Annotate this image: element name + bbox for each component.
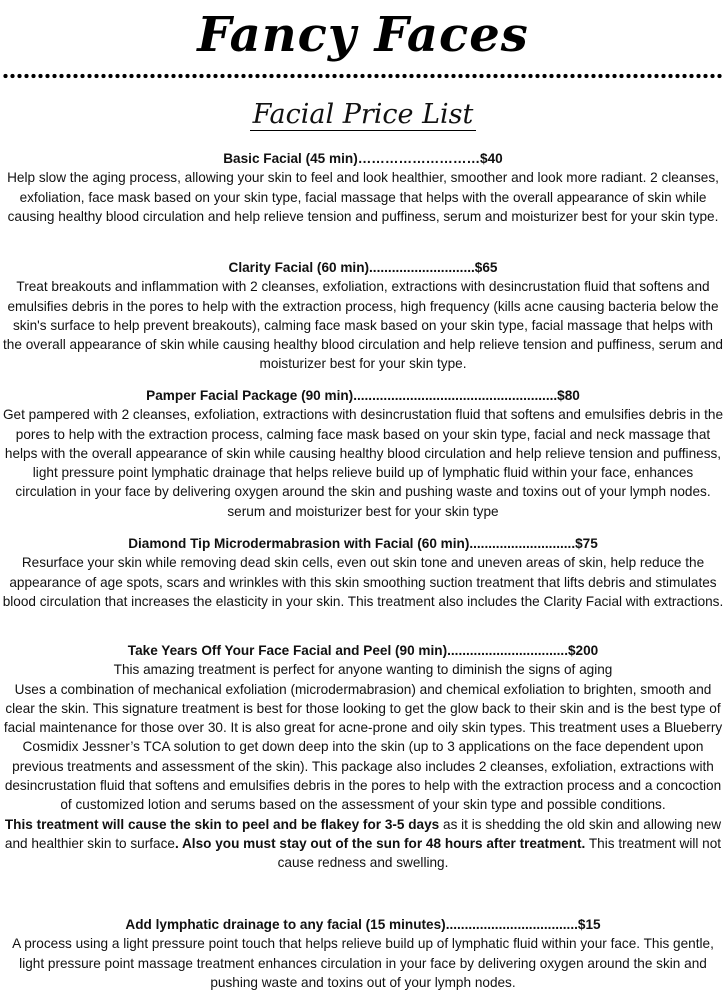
price-list-title: Facial Price List bbox=[250, 99, 477, 131]
service-heading: Diamond Tip Microdermabrasion with Facial (60 min)............................$75 bbox=[128, 536, 598, 551]
service-description: Help slow the aging process, allowing your skin to feel and look healthier, smoother and look more radiant. 2 cleanses, exfoliation, face mask based on your skin type, facial massage that helps with the overall appearance of skin while causing healthy blood circulation and help relieve tension and puffiness, serum and moisturizer best for your skin type. bbox=[7, 170, 719, 224]
service-take-years-off bbox=[2, 641, 724, 873]
service-diamond-tip bbox=[2, 534, 724, 611]
brand-title: Fancy Faces bbox=[197, 7, 529, 63]
warning-text-1: as it is shedding the old skin and allowing new and healthier skin to surface bbox=[4, 816, 722, 851]
service-warning bbox=[2, 815, 724, 873]
service-pamper-facial bbox=[2, 386, 724, 521]
dotted-divider bbox=[2, 73, 724, 79]
warning-text-2: This treatment will not cause redness and swelling. bbox=[277, 835, 722, 871]
service-heading: Take Years Off Your Face Facial and Peel (90 min)................................$200 bbox=[127, 643, 599, 658]
service-heading: Basic Facial (45 min)………………………$40 bbox=[223, 151, 503, 166]
service-basic-facial bbox=[2, 149, 724, 226]
service-heading: Clarity Facial (60 min)............................$65 bbox=[228, 260, 498, 275]
service-description: Get pampered with 2 cleanses, exfoliation, extractions with desincrustation fluid that softens and emulsifies debris in the pores to help with the extraction process, calming face mask based on your skin type, facial and neck massage that helps with the overall appearance of skin while causing healthy blood circulation and help relieve tension and puffiness, light pressure point lymphatic drainage that helps relieve build up of lymphatic fluid within your face, enhances circulation in your face by delivering oxygen around the skin and pushing waste and toxins out of your lymph nodes. serum and moisturizer best for your skin type bbox=[2, 407, 724, 519]
service-lymphatic-addon bbox=[2, 915, 724, 992]
service-clarity-facial bbox=[2, 258, 724, 374]
service-intro: This amazing treatment is perfect for anyone wanting to diminish the signs of aging bbox=[113, 662, 613, 678]
warning-bold-2: . Also you must stay out of the sun for 48 hours after treatment. bbox=[174, 835, 586, 851]
service-description: Uses a combination of mechanical exfoliation (microdermabrasion) and chemical exfoliation to brighten, smooth and clear the skin. This signature treatment is best for those looking to get the glow back to their skin and is the best type of facial maintenance for those over 30. It is also great for acne-prone and oily skin types. This treatment uses a Blueberry Cosmidix Jessner’s TCA solution to get down deep into the skin (up to 3 applications on the face dependent upon previous treatments and assessment of the skin). This package also includes 2 cleanses, exfoliation, extractions with desincrustation fluid that softens and emulsifies debris in the pores to help with the extraction process and a concoction of customized lotion and serums based on the assessment of your skin type and possible conditions. bbox=[3, 681, 723, 813]
service-description: Treat breakouts and inflammation with 2 cleanses, exfoliation, extractions with desincrustation fluid that softens and emulsifies debris in the pores to help with the extraction process, high frequency (kills acne causing bacteria below the skin's surface to help prevent breakouts), calming face mask based on your skin type, facial massage that helps with the overall appearance of skin while causing healthy blood circulation and help relieve tension and puffiness, serum and moisturizer best for your skin type. bbox=[3, 279, 723, 372]
service-description: Resurface your skin while removing dead skin cells, even out skin tone and uneven areas of skin, help reduce the appearance of age spots, scars and wrinkles with this skin smoothing suction treatment that lifts debris and stimulates blood circulation that increases the elasticity in your skin. This treatment also includes the Clarity Facial with extractions. bbox=[2, 555, 724, 609]
service-description: A process using a light pressure point touch that helps relieve build up of lymphatic fluid within your face. This gentle, light pressure point massage treatment enhances circulation in your face by delivering oxygen around the skin and pushing waste and toxins out of your lymph nodes. bbox=[12, 936, 714, 990]
price-list-heading bbox=[0, 100, 726, 130]
service-heading: Add lymphatic drainage to any facial (15 minutes)...................................$15 bbox=[125, 917, 601, 932]
service-heading: Pamper Facial Package (90 min)......................................................$80 bbox=[146, 388, 580, 403]
warning-bold-1: This treatment will cause the skin to peel and be flakey for 3-5 days bbox=[4, 816, 440, 832]
